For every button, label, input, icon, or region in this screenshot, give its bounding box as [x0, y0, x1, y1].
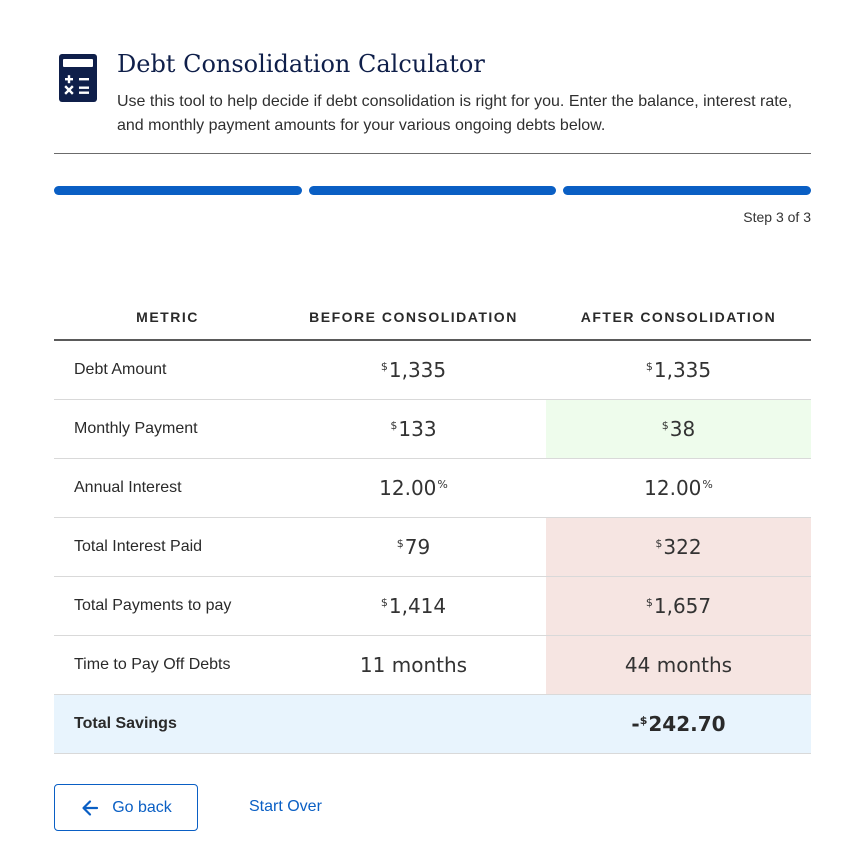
after-value: $38 [546, 399, 811, 458]
header-after: AFTER CONSOLIDATION [546, 295, 811, 340]
before-value: 11 months [281, 635, 546, 694]
results-table [54, 295, 811, 754]
table-header-row [54, 295, 811, 340]
after-value: $322 [546, 517, 811, 576]
after-value: $1,335 [546, 340, 811, 399]
before-value: 12.00% [281, 458, 546, 517]
go-back-label: Go back [112, 798, 172, 816]
table-row [54, 517, 811, 576]
calculator-icon [59, 54, 97, 102]
progress-segment-3 [563, 186, 811, 195]
total-before-empty [281, 694, 546, 753]
page-description: Use this tool to help decide if debt consolidation is right for you. Enter the balance, interest rate, and monthly payment amounts for your various ongoing debts below. [117, 93, 793, 134]
header-metric: METRIC [54, 295, 281, 340]
table-row [54, 340, 811, 399]
after-value: 12.00% [546, 458, 811, 517]
header-divider [54, 153, 811, 154]
page-title: Debt Consolidation Calculator [117, 50, 485, 78]
step-indicator: Step 3 of 3 [743, 209, 811, 225]
total-savings-label: Total Savings [54, 694, 281, 753]
metric-label: Total Payments to pay [54, 576, 281, 635]
metric-label: Debt Amount [54, 340, 281, 399]
after-value: 44 months [546, 635, 811, 694]
before-value: $1,414 [281, 576, 546, 635]
start-over-link[interactable]: Start Over [249, 798, 322, 815]
before-value: $79 [281, 517, 546, 576]
before-value: $1,335 [281, 340, 546, 399]
metric-label: Monthly Payment [54, 399, 281, 458]
arrow-left-icon [80, 798, 100, 818]
go-back-button[interactable] [54, 784, 198, 831]
progress-segment-1 [54, 186, 302, 195]
metric-label: Total Interest Paid [54, 517, 281, 576]
table-row [54, 399, 811, 458]
table-row [54, 635, 811, 694]
metric-label: Annual Interest [54, 458, 281, 517]
metric-label: Time to Pay Off Debts [54, 635, 281, 694]
table-row [54, 458, 811, 517]
after-value: $1,657 [546, 576, 811, 635]
table-row [54, 576, 811, 635]
header-before: BEFORE CONSOLIDATION [281, 295, 546, 340]
total-savings-row [54, 694, 811, 753]
step-progress-bar [54, 186, 811, 196]
total-savings-value: -$242.70 [546, 694, 811, 753]
before-value: $133 [281, 399, 546, 458]
progress-segment-2 [309, 186, 556, 195]
